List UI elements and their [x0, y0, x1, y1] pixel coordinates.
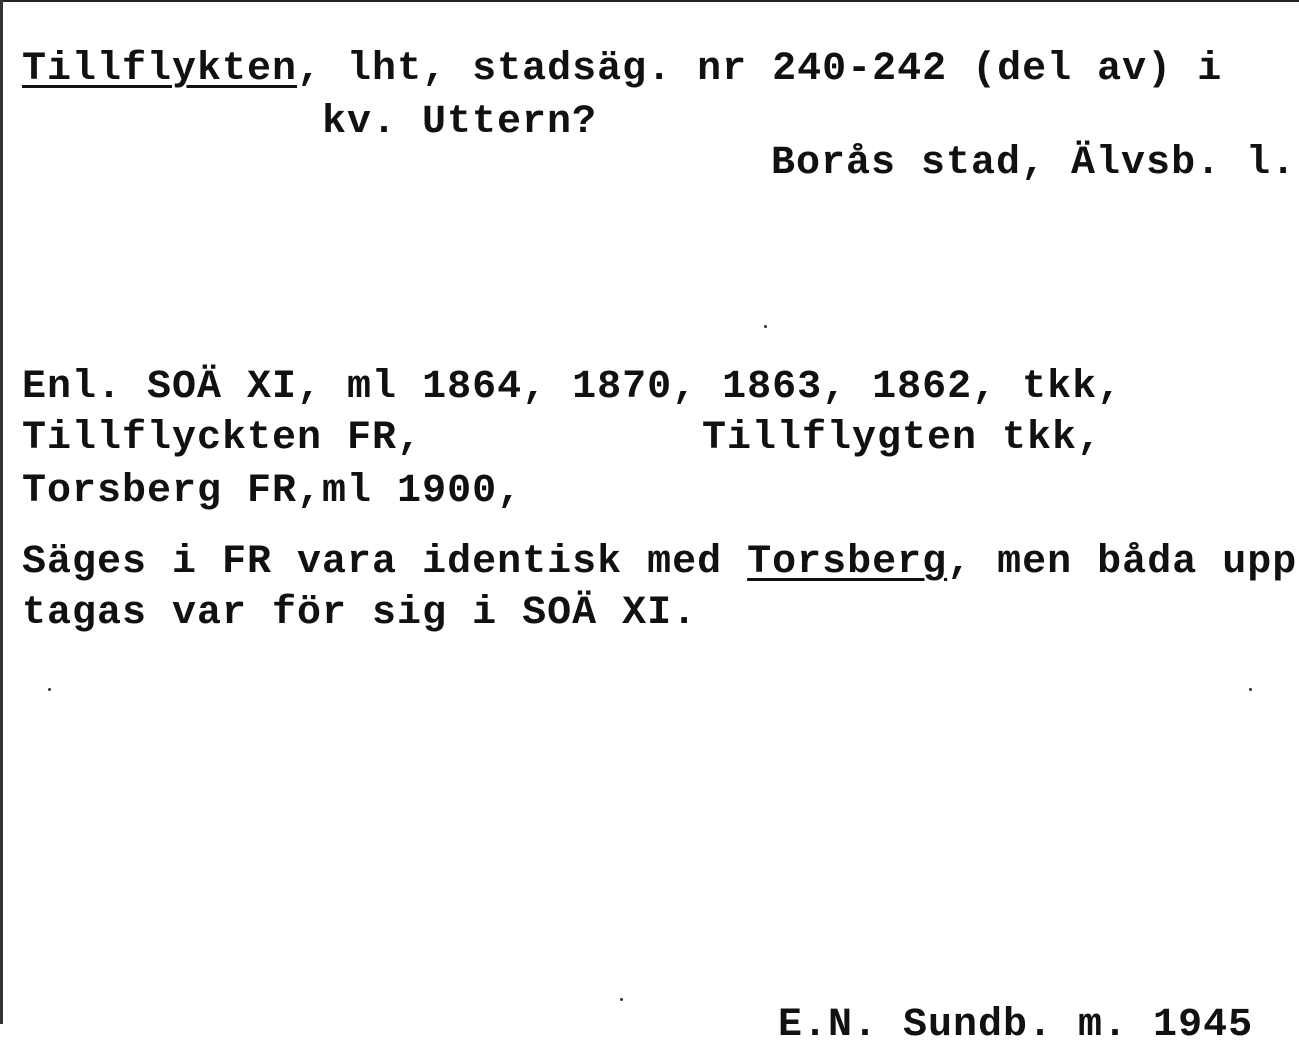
location-line: Borås stad, Älvsb. l. [771, 141, 1297, 186]
footer-signature: E.N. Sundb. m. 1945 [778, 1003, 1254, 1048]
speck-mark [48, 688, 51, 691]
note-line-2: tagas var för sig i SOÄ XI. [22, 591, 698, 636]
note-line-1 [22, 541, 1297, 585]
header-line-1 [22, 48, 1222, 92]
speck-mark [1249, 688, 1252, 691]
sources-line-2-right: Tillflygten tkk, [702, 416, 1103, 461]
card-top-edge [0, 0, 1299, 2]
note-line-1-pre: Säges i FR vara identisk med [22, 540, 748, 585]
sources-line-1: Enl. SOÄ XI, ml 1864, 1870, 1863, 1862, tkk, [22, 365, 1123, 410]
speck-mark [764, 325, 767, 328]
card-left-edge [0, 0, 3, 1024]
header-line-1-rest: , lht, stadsäg. nr 240-242 (del av) i [297, 47, 1223, 92]
sources-line-3: Torsberg FR,ml 1900, [22, 469, 523, 514]
note-link-torsberg: Torsberg [747, 540, 948, 585]
sources-line-2-left: Tillflyckten FR, [22, 416, 423, 461]
place-name: Tillflykten [22, 47, 298, 92]
note-line-1-post: , men båda upp [947, 540, 1298, 585]
speck-mark [620, 998, 623, 1001]
header-line-2: kv. Uttern? [322, 100, 598, 145]
